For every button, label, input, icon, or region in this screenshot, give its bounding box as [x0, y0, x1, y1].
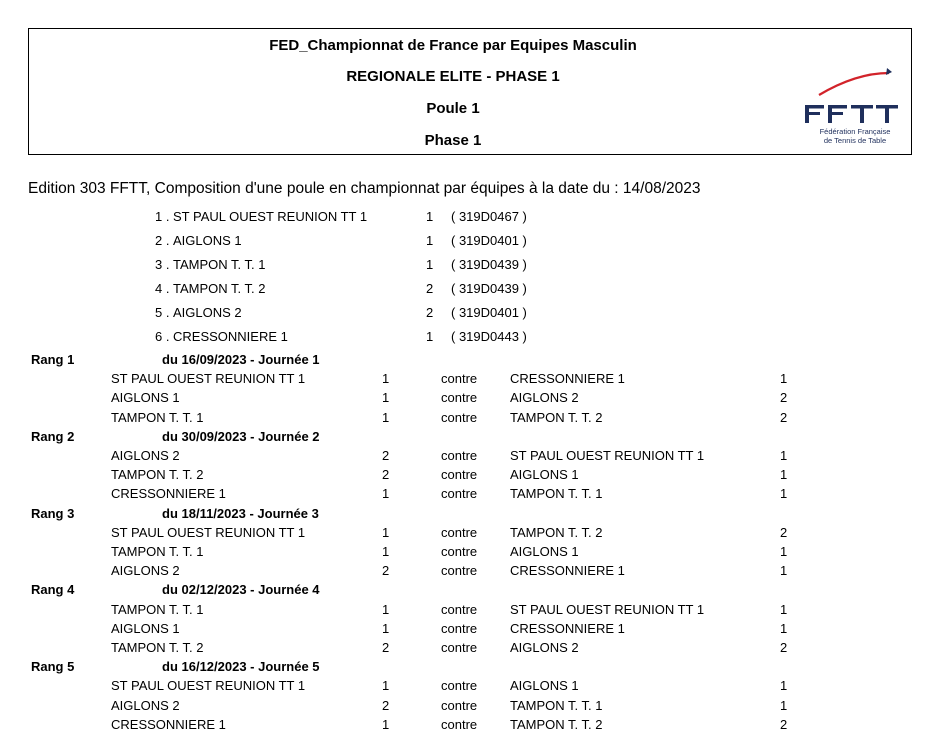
round-date: du 02/12/2023 - Journée 4	[162, 582, 320, 598]
team-code: ( 319D0439 )	[451, 281, 527, 296]
match-away-level: 1	[780, 678, 788, 694]
match-home-team: CRESSONNIERE 1	[111, 486, 226, 502]
match-versus: contre	[441, 371, 478, 387]
match-away-team: TAMPON T. T. 2	[510, 409, 603, 425]
match-away-level: 1	[780, 601, 788, 617]
round-rank: Rang 5	[31, 659, 75, 675]
team-level: 1	[426, 209, 434, 224]
match-home-level: 2	[382, 640, 390, 655]
match-versus: contre	[441, 448, 478, 463]
team-name: TAMPON T. T. 1	[173, 257, 266, 272]
team-name: AIGLONS 2	[173, 305, 242, 320]
team-name: CRESSONNIERE 1	[173, 329, 288, 344]
match-home-team: TAMPON T. T. 1	[111, 409, 204, 425]
team-number: 4 .	[155, 281, 170, 296]
round-rank: Rang 3	[31, 505, 75, 521]
match-home-team: AIGLONS 1	[111, 390, 180, 406]
match-home-team: AIGLONS 1	[111, 620, 180, 636]
match-versus: contre	[441, 620, 478, 636]
match-away-level: 1	[780, 448, 788, 463]
match-home-team: TAMPON T. T. 2	[111, 467, 204, 483]
match-home-level: 1	[382, 544, 390, 559]
match-away-team: AIGLONS 2	[510, 640, 579, 655]
team-level: 2	[426, 281, 434, 296]
match-versus: contre	[441, 544, 478, 559]
team-level: 1	[426, 233, 434, 248]
edition-line: Edition 303 FFTT, Composition d'une poule en championnat par équipes à la date du : 14/08/2023	[28, 180, 701, 197]
match-home-team: TAMPON T. T. 1	[111, 544, 204, 559]
header-phase: Phase 1	[424, 132, 482, 149]
match-versus: contre	[441, 640, 478, 655]
round-date: du 30/09/2023 - Journée 2	[162, 428, 320, 444]
match-away-level: 2	[780, 640, 788, 655]
match-away-level: 1	[780, 697, 788, 713]
match-home-team: TAMPON T. T. 2	[111, 640, 204, 655]
match-versus: contre	[441, 716, 478, 732]
team-number: 3 .	[155, 257, 170, 272]
match-home-level: 2	[382, 448, 390, 463]
team-number: 5 .	[155, 305, 170, 320]
match-away-team: TAMPON T. T. 2	[510, 716, 603, 732]
match-home-team: AIGLONS 2	[111, 448, 180, 463]
round-rank: Rang 1	[31, 352, 75, 367]
team-name: AIGLONS 1	[173, 233, 242, 248]
header-pool: Poule 1	[426, 100, 480, 117]
match-versus: contre	[441, 601, 478, 617]
match-away-level: 2	[780, 716, 788, 732]
header-title: FED_Championnat de France par Equipes Masculin	[269, 37, 637, 54]
logo-swoosh	[819, 73, 889, 95]
match-home-level: 1	[382, 390, 390, 406]
match-away-team: TAMPON T. T. 1	[510, 486, 603, 502]
match-home-level: 2	[382, 467, 390, 483]
match-home-level: 1	[382, 678, 390, 694]
match-away-level: 1	[780, 620, 788, 636]
fftt-logo	[801, 67, 907, 147]
match-away-team: AIGLONS 2	[510, 390, 579, 406]
team-code: ( 319D0401 )	[451, 233, 527, 248]
team-level: 1	[426, 329, 434, 344]
match-home-team: CRESSONNIERE 1	[111, 716, 226, 732]
team-number: 6 .	[155, 329, 170, 344]
team-name: TAMPON T. T. 2	[173, 281, 266, 296]
match-home-team: ST PAUL OUEST REUNION TT 1	[111, 524, 306, 540]
team-code: ( 319D0467 )	[451, 209, 527, 224]
team-level: 2	[426, 305, 434, 320]
match-away-team: AIGLONS 1	[510, 544, 579, 559]
match-home-team: ST PAUL OUEST REUNION TT 1	[111, 678, 306, 694]
match-home-level: 2	[382, 697, 390, 713]
match-versus: contre	[441, 563, 478, 579]
match-away-level: 1	[780, 486, 788, 502]
round-date: du 16/09/2023 - Journée 1	[162, 352, 320, 367]
logo-subtitle-1: Fédération Française	[819, 127, 891, 136]
match-away-team: AIGLONS 1	[510, 467, 579, 483]
match-home-level: 2	[382, 563, 390, 579]
team-number: 2 .	[155, 233, 170, 248]
match-away-team: ST PAUL OUEST REUNION TT 1	[510, 601, 705, 617]
match-away-team: AIGLONS 1	[510, 678, 579, 694]
match-versus: contre	[441, 678, 478, 694]
match-home-team: AIGLONS 2	[111, 563, 180, 579]
match-away-level: 1	[780, 371, 788, 387]
match-away-level: 1	[780, 544, 788, 559]
header-division: REGIONALE ELITE - PHASE 1	[346, 68, 560, 85]
match-away-team: CRESSONNIERE 1	[510, 563, 625, 579]
match-away-level: 1	[780, 467, 788, 483]
match-home-level: 1	[382, 601, 390, 617]
match-away-level: 2	[780, 390, 788, 406]
match-away-level: 2	[780, 409, 788, 425]
match-home-level: 1	[382, 371, 390, 387]
match-home-level: 1	[382, 716, 390, 732]
logo-subtitle-2: de Tennis de Table	[823, 136, 887, 145]
header-box	[28, 28, 912, 155]
match-away-team: ST PAUL OUEST REUNION TT 1	[510, 448, 705, 463]
match-away-level: 2	[780, 524, 788, 540]
match-versus: contre	[441, 524, 478, 540]
match-versus: contre	[441, 697, 478, 713]
team-level: 1	[426, 257, 434, 272]
match-home-level: 1	[382, 524, 390, 540]
match-away-team: CRESSONNIERE 1	[510, 371, 625, 387]
match-versus: contre	[441, 467, 478, 483]
match-away-level: 1	[780, 563, 788, 579]
match-home-team: AIGLONS 2	[111, 697, 180, 713]
team-code: ( 319D0401 )	[451, 305, 527, 320]
round-date: du 16/12/2023 - Journée 5	[162, 659, 320, 675]
match-versus: contre	[441, 409, 478, 425]
match-away-team: TAMPON T. T. 2	[510, 524, 603, 540]
round-date: du 18/11/2023 - Journée 3	[162, 505, 319, 521]
team-name: ST PAUL OUEST REUNION TT 1	[173, 209, 368, 224]
match-home-level: 1	[382, 620, 390, 636]
round-rank: Rang 4	[31, 582, 75, 598]
match-versus: contre	[441, 486, 478, 502]
match-home-team: TAMPON T. T. 1	[111, 601, 204, 617]
team-number: 1 .	[155, 209, 170, 224]
round-rank: Rang 2	[31, 428, 75, 444]
match-versus: contre	[441, 390, 478, 406]
team-code: ( 319D0439 )	[451, 257, 527, 272]
match-away-team: CRESSONNIERE 1	[510, 620, 625, 636]
team-code: ( 319D0443 )	[451, 329, 527, 344]
match-home-team: ST PAUL OUEST REUNION TT 1	[111, 371, 306, 387]
match-home-level: 1	[382, 486, 390, 502]
match-away-team: TAMPON T. T. 1	[510, 697, 603, 713]
match-home-level: 1	[382, 409, 390, 425]
